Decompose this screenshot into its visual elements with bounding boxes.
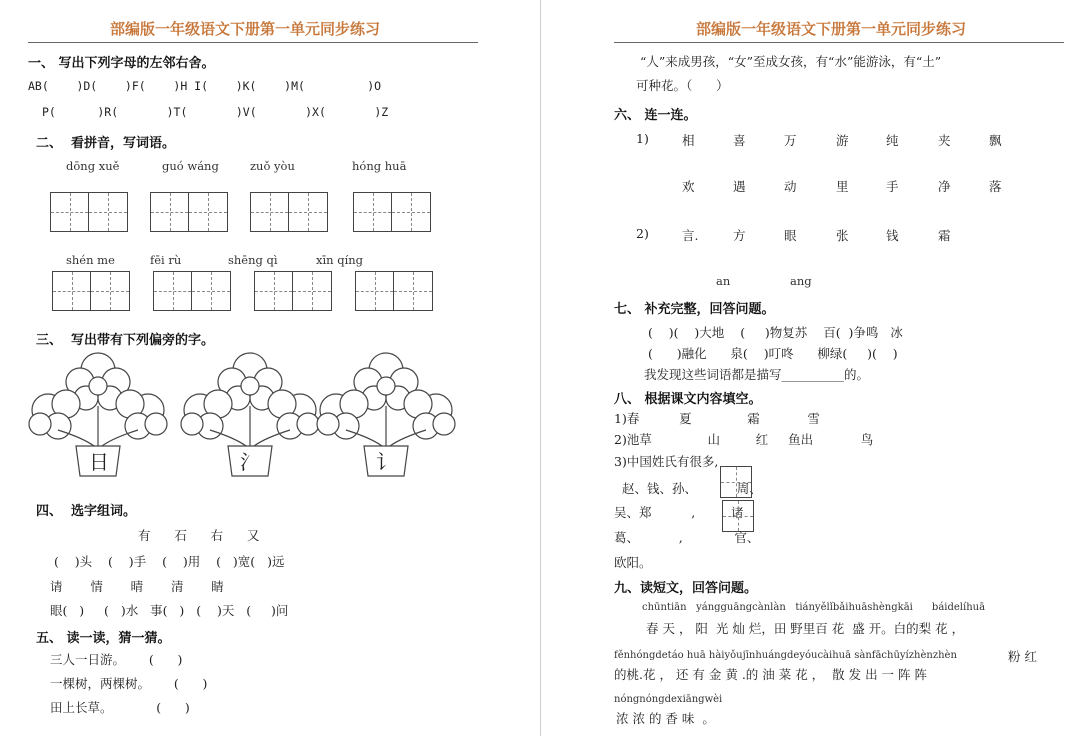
writing-grid[interactable]: [153, 271, 231, 311]
section-8-heading: 八、 根据课文内容填空。: [614, 392, 762, 407]
radical-label-3: 讠: [376, 450, 396, 474]
pinyin-3: zuǒ yòu: [250, 159, 295, 173]
writing-grid[interactable]: [52, 271, 130, 311]
alphabet-row-1: AB( )D( )F( )H I( )K( )M( )O: [28, 79, 382, 93]
riddle-line-2: 可种花。（ ）: [636, 78, 729, 93]
answer-box[interactable]: [720, 466, 752, 498]
match-label-1: 1): [636, 131, 649, 146]
title-rule: [614, 42, 1064, 43]
radical-label-1: 日: [89, 450, 109, 474]
char-options-2: 请 情 晴 清 睛: [50, 579, 224, 594]
riddle-1: 三人一日游。 ( ): [50, 652, 183, 667]
pinyin-8: xīn qíng: [316, 253, 364, 267]
surname-line-4: 欧阳。: [614, 555, 652, 570]
word-row-2: 眼( ) ( )水 事( ) ( )天 ( )问: [50, 603, 289, 618]
writing-grid[interactable]: [250, 192, 328, 232]
passage-pinyin-1: chūntiān yángguāngcànlàn tiányělǐbǎihuāshèngkāi báidelíhuā: [642, 602, 986, 613]
match-char[interactable]: 落: [989, 179, 1002, 194]
right-page-title: 部编版一年级语文下册第一单元同步练习: [696, 20, 967, 38]
passage-line-1: 春 天 ， 阳 光 灿 烂，田 野里百 花 盛 开。白的梨 花 ，: [646, 621, 965, 636]
alphabet-row-2: P( )R( )T( )V( )X( )Z: [42, 105, 389, 119]
pinyin-6: fēi rù: [150, 253, 182, 267]
left-page-title: 部编版一年级语文下册第一单元同步练习: [110, 20, 381, 38]
passage-pinyin-2: fěnhóngdetáo huā hàiyǒujīnhuángdeyóucàihuā sànfāchūyízhènzhèn: [614, 650, 957, 661]
match-char[interactable]: 手: [886, 179, 899, 194]
idiom-question: 我发现这些词语都是描写__________的。: [644, 367, 870, 382]
match-char[interactable]: 纯: [886, 133, 899, 148]
match-char[interactable]: 霜: [938, 228, 951, 243]
section-5-heading: 五、 读一读，猜一猜。: [36, 631, 171, 646]
radical-label-2: 氵: [240, 450, 260, 474]
section-6-heading: 六、 连一连。: [614, 108, 697, 123]
match-char[interactable]: 眼: [784, 228, 797, 243]
match-label-2: 2): [636, 226, 649, 241]
riddle-line-1: “人”来成男孩，“女”至成女孩，有“水”能游泳，有“土”: [640, 54, 942, 69]
section-1-heading: 一、 写出下列字母的左邻右舍。: [28, 56, 215, 71]
match-char[interactable]: 净: [938, 179, 951, 194]
passage-pinyin-3: nóngnóngdexiāngwèi: [614, 694, 723, 705]
section-9-heading: 九、读短文，回答问题。: [614, 581, 758, 596]
section-7-heading: 七、 补充完整，回答问题。: [614, 302, 775, 317]
pinyin-5: shén me: [66, 253, 115, 267]
idiom-line-2: ( )融化 泉( )叮咚 柳绿( )( ): [648, 346, 898, 361]
fill-line-1: 1)春 夏 霜 雪: [614, 411, 820, 426]
surname-line-3: 葛、 , 官、: [614, 530, 760, 545]
title-rule: [28, 42, 478, 43]
section-4-heading: 四、 选字组词。: [36, 504, 137, 519]
match-char[interactable]: 张: [836, 228, 849, 243]
match-char[interactable]: 欢: [682, 179, 695, 194]
char-options-1: 有 石 右 又: [138, 528, 260, 543]
word-row-1: ( )头 ( )手 ( )用 ( )宽( )远: [54, 554, 285, 569]
passage-line-2a: 粉 红: [1008, 649, 1037, 664]
writing-grid[interactable]: [353, 192, 431, 232]
pinyin-2: guó wáng: [162, 159, 219, 173]
section-3-heading: 三、 写出带有下列偏旁的字。: [36, 333, 215, 348]
match-char[interactable]: 遇: [733, 179, 746, 194]
page-divider: [540, 0, 541, 736]
fill-line-2: 2)池草 山 红 鱼出 鸟: [614, 432, 874, 447]
match-char[interactable]: 动: [784, 179, 797, 194]
writing-grid[interactable]: [50, 192, 128, 232]
passage-line-3: 浓 浓 的 香 味 。: [616, 711, 715, 726]
idiom-line-1: ( )( )大地 ( )物复苏 百( )争鸣 冰: [648, 325, 903, 340]
riddle-2: 一棵树，两棵树。 ( ): [50, 676, 208, 691]
section-2-heading: 二、 看拼音，写词语。: [36, 136, 176, 151]
writing-grid[interactable]: [355, 271, 433, 311]
pinyin-1: dōng xuě: [66, 159, 120, 173]
surname-line-2: 吴、郑 , 诸: [614, 505, 744, 520]
writing-grid[interactable]: [254, 271, 332, 311]
match-char[interactable]: 喜: [733, 133, 746, 148]
pinyin-4: hóng huā: [352, 159, 407, 173]
sound-ang: ang: [790, 274, 812, 288]
surname-line-1: 赵、钱、孙、 周、: [622, 481, 762, 496]
match-char[interactable]: 飘: [989, 133, 1002, 148]
match-char[interactable]: 夹: [938, 133, 951, 148]
pinyin-7: shēng qì: [228, 253, 278, 267]
riddle-3: 田上长草。 ( ): [50, 700, 190, 715]
sound-an: an: [716, 274, 731, 288]
match-char[interactable]: 游: [836, 133, 849, 148]
fill-line-3: 3)中国姓氏有很多,: [614, 454, 719, 469]
match-char[interactable]: 钱: [886, 228, 899, 243]
match-char[interactable]: 言.: [682, 228, 699, 243]
match-char[interactable]: 相: [682, 133, 695, 148]
match-char[interactable]: 方: [733, 228, 746, 243]
match-char[interactable]: 万: [784, 133, 797, 148]
passage-line-2: 的桃.花 ， 还 有 金 黄 .的 油 菜 花 ， 散 发 出 一 阵 阵: [614, 667, 927, 682]
match-char[interactable]: 里: [836, 179, 849, 194]
writing-grid[interactable]: [150, 192, 228, 232]
